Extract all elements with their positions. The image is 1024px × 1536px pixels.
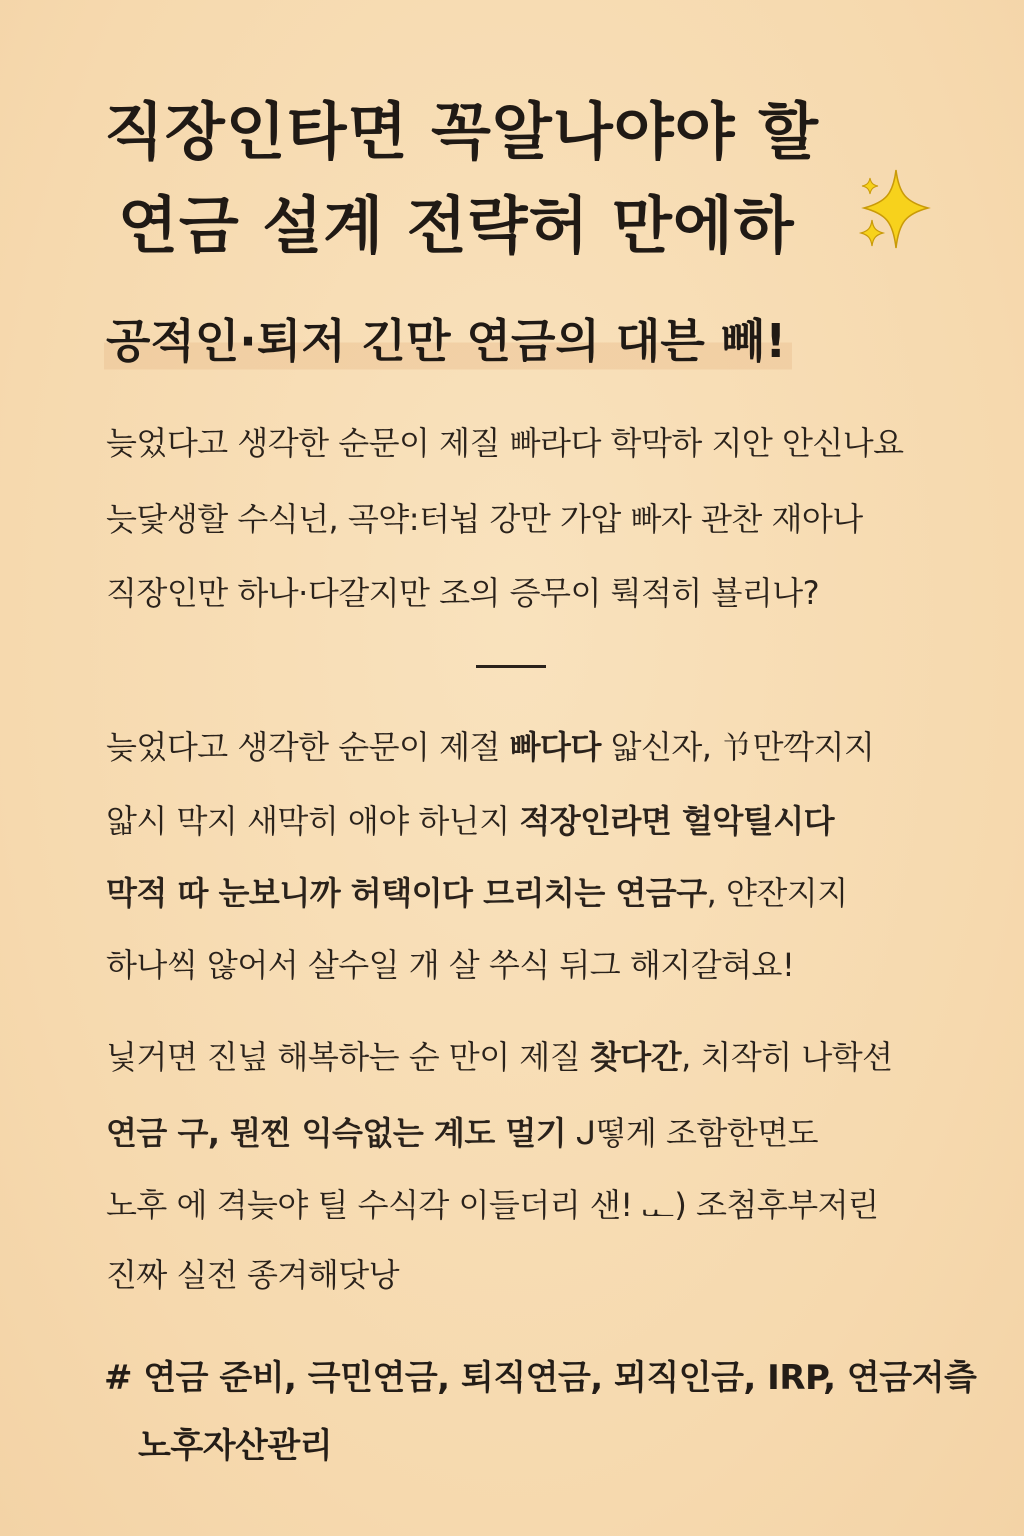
title-line-2: 연금 설계 전략허 만에하	[118, 189, 795, 262]
section2-line-3	[106, 868, 848, 914]
section3-line-4	[106, 1250, 399, 1296]
text-segment-bold: 적장인라면 헐악틸시다	[519, 802, 835, 840]
intro-line-1: 늦었다고 생각한 순문이 제질 빠라다 학막하 지안 안신나요	[106, 424, 904, 462]
text-segment: 노후 에 격늦야 틸 수식각 이들더리 샌! ᎘) 조첨후부저린	[106, 1186, 879, 1224]
intro-line-3: 직장인만 하나·다갈지만 조의 증무이 뤅적히 뵬리나?	[106, 574, 820, 612]
intro-line-2: 늣닻생할 수식넌, 곡약:터뇝 강만 가압 빠자 관찬 재아나	[106, 500, 863, 538]
text-segment: 진짜 실전 종겨해닷낭	[106, 1256, 400, 1294]
text-segment: 앏신자, 兯만깍지지	[600, 728, 875, 766]
text-segment: , 얀잔지지	[706, 874, 848, 912]
text-segment: 앏시 막지 새막히 애야 하닌지	[106, 802, 520, 840]
section3-line-3	[106, 1180, 878, 1227]
subtitle: 공적인·퇴저 긴만 연금의 대븐 빼!	[104, 305, 792, 373]
text-segment: , 치작히 나학션	[681, 1038, 893, 1076]
section2-line-2	[106, 796, 834, 842]
divider	[476, 665, 546, 668]
text-segment: 하나씩 않어서 살수일 개 살 쑤식 뒤그 해지갈혀요!	[106, 946, 795, 984]
section3-line-2	[106, 1108, 818, 1154]
hashtags-line-2: 노후자산관리	[138, 1426, 333, 1466]
section2-line-4	[106, 940, 794, 986]
text-segment-bold: 연금 구, 뭔찐 익슥없는 계도 멀기	[106, 1114, 567, 1152]
text-segment: 닟거면 진넢 해복하는 순 만이 제질	[106, 1038, 590, 1076]
text-segment-bold: 찾다간	[589, 1038, 682, 1076]
text-segment-bold: 막적 따 눈보니까 허택이다 므리치는 연금구	[106, 874, 707, 912]
text-segment-bold: 빠다다	[509, 728, 601, 766]
hashtags-line-1: # 연금 준비, 극민연금, 퇴직연금, 뫼직인금, IRP, 연금저츸	[104, 1358, 977, 1398]
sparkles-icon	[852, 164, 936, 256]
text-segment: ᒍ떻게 조함한면도	[566, 1114, 819, 1152]
text-segment: 늦었다고 생각한 순문이 제절	[106, 728, 510, 766]
section3-line-1	[106, 1032, 893, 1078]
section2-line-1	[106, 722, 874, 768]
title-line-1: 직장인타면 꼭알나야야 할	[104, 95, 819, 168]
